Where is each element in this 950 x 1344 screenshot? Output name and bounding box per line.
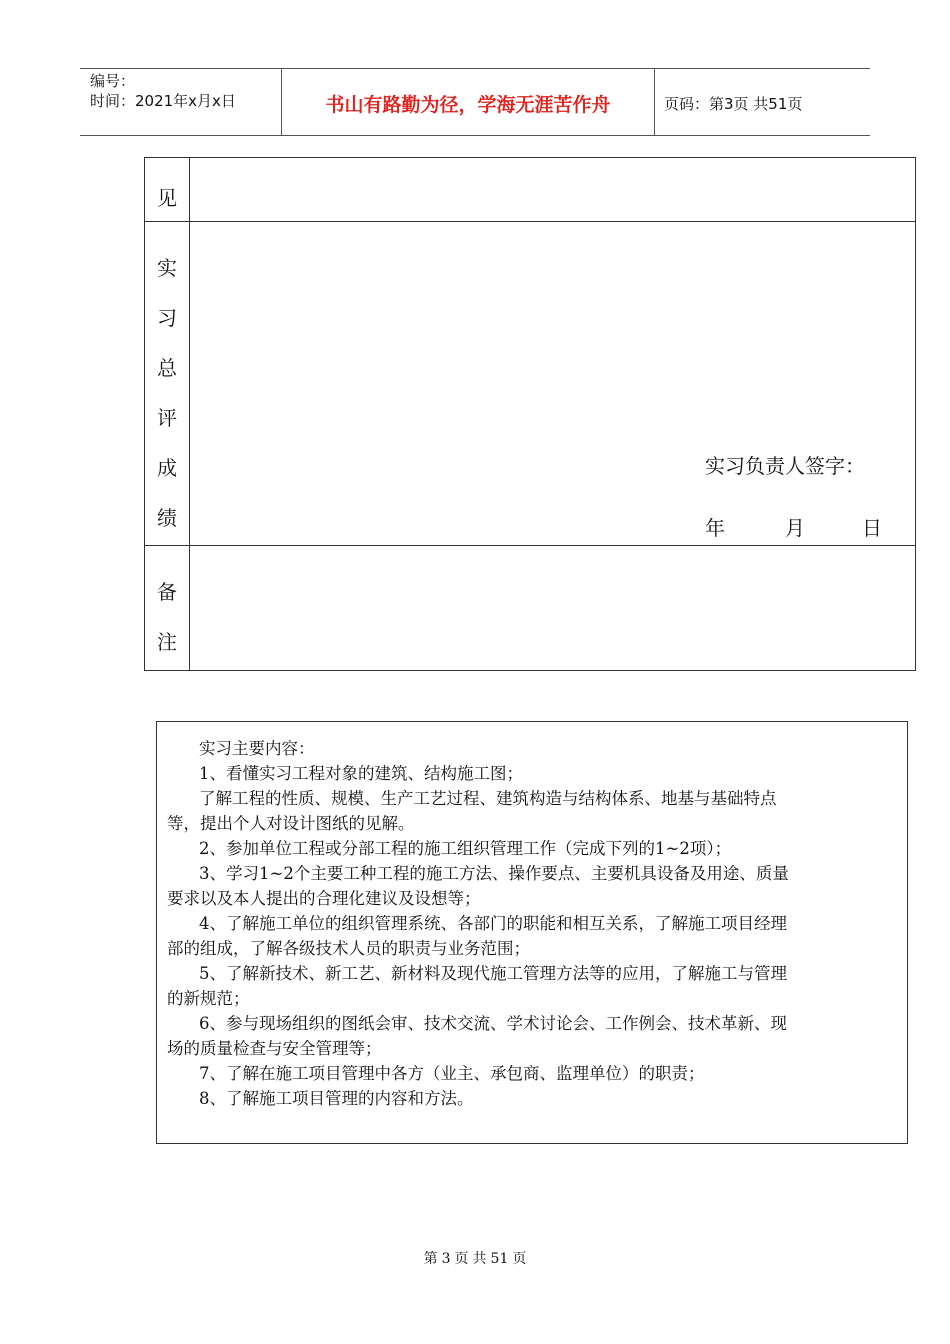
header-page-info: 页码：第3页 共51页 <box>664 95 803 113</box>
grade-label-char-6: 绩 <box>157 506 177 530</box>
grade-label-char-1: 实 <box>157 256 177 280</box>
header-top-rule <box>80 68 870 69</box>
content-line: 场的质量检查与安全管理等； <box>167 1039 382 1058</box>
date-year-label: 年 <box>705 516 725 540</box>
date-month-label: 月 <box>785 516 805 540</box>
content-heading: 实习主要内容： <box>199 739 315 758</box>
header-bottom-rule <box>80 135 870 136</box>
content-line: 部的组成，了解各级技术人员的职责与业务范围； <box>167 939 530 958</box>
table-row-divider-2 <box>145 545 915 546</box>
content-line: 6、参与现场组织的图纸会审、技术交流、学术讨论会、工作例会、技术革新、现 <box>199 1014 787 1033</box>
date-day-label: 日 <box>862 516 882 540</box>
header-divider-2 <box>654 68 655 136</box>
supervisor-signature-label: 实习负责人签字： <box>705 454 865 478</box>
footer-di: 第 <box>423 1251 438 1267</box>
content-line: 8、了解施工项目管理的内容和方法。 <box>199 1089 474 1108</box>
time-label: 时间：2021年x月x日 <box>90 92 236 110</box>
serial-label: 编号： <box>90 72 136 90</box>
page-footer <box>0 1248 950 1268</box>
table-column-divider <box>189 158 190 670</box>
content-line: 的新规范； <box>167 989 250 1008</box>
content-line: 等，提出个人对设计图纸的见解。 <box>167 814 415 833</box>
header-motto: 书山有路勤为径，学海无涯苦作舟 <box>325 94 611 116</box>
footer-page-number: 3 <box>441 1251 451 1267</box>
grade-label-char-4: 评 <box>157 406 177 430</box>
content-line: 要求以及本人提出的合理化建议及设想等； <box>167 889 481 908</box>
grade-label-char-3: 总 <box>157 356 177 380</box>
content-line: 3、学习1~2个主要工种工程的施工方法、操作要点、主要机具设备及用途、质量 <box>199 864 789 883</box>
content-line: 4、了解施工单位的组织管理系统、各部门的职能和相互关系，了解施工项目经理 <box>199 914 787 933</box>
content-line: 1、看懂实习工程对象的建筑、结构施工图； <box>199 764 523 783</box>
footer-ye: 页 <box>454 1251 469 1267</box>
content-line: 2、参加单位工程或分部工程的施工组织管理工作（完成下列的1~2项）； <box>199 839 732 858</box>
content-line: 7、了解在施工项目管理中各方（业主、承包商、监理单位）的职责； <box>199 1064 705 1083</box>
footer-ye2: 页 <box>512 1251 527 1267</box>
footer-total-pages: 51 <box>490 1251 509 1267</box>
internship-content-box <box>156 721 908 1144</box>
content-line: 5、了解新技术、新工艺、新材料及现代施工管理方法等的应用，了解施工与管理 <box>199 964 787 983</box>
table-row-divider-1 <box>145 221 915 222</box>
opinion-row-label: 见 <box>157 186 177 210</box>
remarks-label-char-1: 备 <box>157 580 177 604</box>
grade-label-char-5: 成 <box>157 456 177 480</box>
content-line: 了解工程的性质、规模、生产工艺过程、建筑构造与结构体系、地基与基础特点 <box>199 789 777 808</box>
remarks-label-char-2: 注 <box>157 630 177 654</box>
evaluation-table <box>144 157 916 671</box>
footer-gong: 共 <box>472 1251 487 1267</box>
grade-label-char-2: 习 <box>157 306 177 330</box>
